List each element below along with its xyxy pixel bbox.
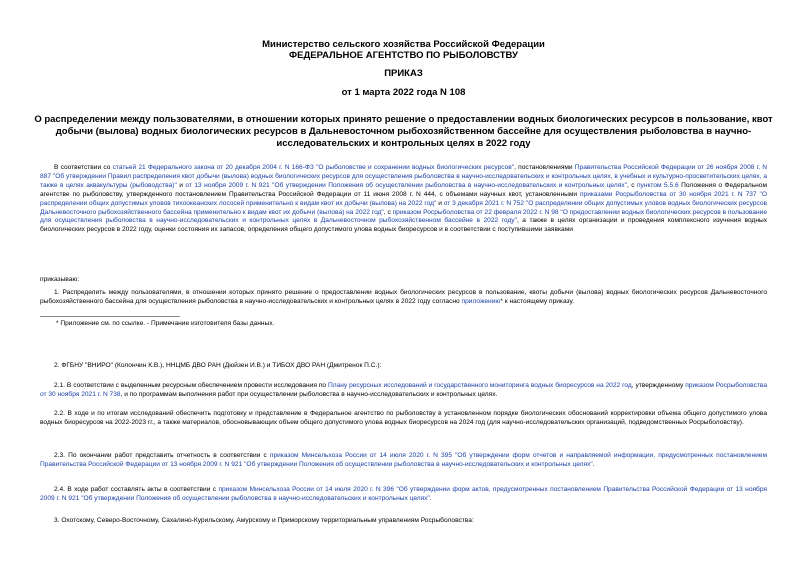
order-396-link[interactable]: приказом Минсельхоза России от 14 июля 2020 г. N 396 "Об утверждении форм актов, предусмотренных постановлением Правительства Российской Федерации от 13 ноября 2009 г. N 921 "Об утверждении Положения об осуществлении рыболовства в научно-исследовательских и контрольных целях" [40, 486, 767, 502]
text-run: В соответствии со [54, 164, 113, 171]
order-98-link[interactable]: приказом Росрыболовства от 22 февраля 2022 г. N 98 "О предоставлении водных биологических ресурсов в пользование для осуществления рыболовства в научно-исследовательских и контрольных целях в Дальневосточном рыбохозяйственном бассейне в 2022 году" [40, 208, 768, 225]
item-2-2-paragraph: 2.2. В ходе и по итогам исследований обеспечить подготовку и представление в Федеральное агентство по рыболовству в установленном порядке биологических обоснований корректировки объема общего допустимого улова водных биоресурсов на 2022-2023 гг., а также материалов, обосновывающих объем общего допустимого улова водных биоресурсов на 2024 год (для научно-исследовательских организаций, подведомственных Росрыболовству). [40, 410, 767, 426]
text-run: и [176, 181, 186, 189]
text-run: , а также в целях организации и проведения комплексного изучения водных биологических ресурсов в 2022 году, оценки состояния их запасов, определения общего допустимого улова водных биоресурсов и в соответствии с поступившими заявками [40, 217, 767, 234]
law-link[interactable]: статьей 21 Федерального закона от 20 декабря 2004 г. N 166-ФЗ "О рыболовстве и сохранении водных биологических ресурсов" [112, 164, 515, 171]
footnote: * Приложение см. по ссылке. - Примечание изготовителя базы данных. [56, 320, 275, 327]
text-run: 1. Распределить между пользователями, в отношении которых принято решение о предоставлении водных биологических ресурсов в пользование, квоты добычи (вылова) водных биологических ресурсов Дальневосточного рыбохозяйственного бассейна для осуществления рыболовства в научно-исследовательских и контрольных целях в 2022 году согласно [40, 289, 767, 305]
order-date: от 1 марта 2022 года N 108 [341, 87, 466, 98]
item-2-3-paragraph [40, 452, 767, 470]
order-738-link[interactable]: приказом Росрыболовства от 30 ноября 2021 г. N 738 [40, 382, 768, 398]
text-run: 2.1. В соответствии с выделенным ресурсным обеспечением провести исследования по [54, 382, 328, 389]
item-1-paragraph [40, 289, 767, 307]
agency-name: ФЕДЕРАЛЬНОЕ АГЕНТСТВО ПО РЫБОЛОВСТВУ [289, 50, 518, 61]
research-plan-link[interactable]: Плану ресурсных исследований и государственного мониторинга водных биоресурсов на 2022 год [327, 382, 632, 389]
text-run: 2.3. По окончании работ представить отчетность в соответствии с [54, 452, 270, 459]
item-2-4-paragraph [40, 486, 767, 504]
ministry-name: Министерство сельского хозяйства Российской Федерации [262, 39, 545, 50]
text-run: , постановлениями [514, 164, 575, 171]
text-run: и [436, 199, 444, 207]
ministry-header [0, 39, 807, 61]
appendix-link[interactable]: приложению [461, 297, 501, 305]
clause-5-5-6-link[interactable]: пунктом 5.5.6 [636, 181, 679, 189]
order-subject: О распределении между пользователями, в отношении которых принято решение о предоставлении водных биологических ресурсов в пользование, квот добычи (вылова) водных биологических ресурсов в Дальневосточном рыбохозяйственном бассейне для осуществления рыболовства в научно-исследовательских и контрольных целях в 2022 году [34, 114, 773, 149]
item-3-paragraph: 3. Охотскому, Северо-Восточному, Сахалино-Курильскому, Амурскому и Приморскому территориальным управлениям Росрыболовства: [54, 517, 474, 524]
text-run: , и по программам выполнения работ при осуществлении рыболовства в научно-исследовательских и контрольных целях. [120, 390, 498, 398]
preamble-paragraph [40, 164, 767, 235]
footnote-divider [40, 316, 180, 317]
text-run: , с [626, 181, 637, 189]
text-run: Положения о Федеральном агентстве по рыболовству, утвержденного постановлением Правительства Российской Федерации от 11 июня 2008 г. N 444, с объемами научных квот, установленными [40, 181, 767, 198]
text-run: , утвержденному [631, 382, 686, 389]
text-run: * к настоящему приказу. [500, 297, 574, 305]
order-737-link[interactable]: приказами Росрыболовства от 30 ноября 2021 г. N 737 "О распределении общих допустимых уловов тихоокеанских лососей применительно к видам квот их добычи (вылова) на 2022 год" [40, 190, 767, 207]
text-run: , с [383, 208, 393, 216]
order-title: ПРИКАЗ [384, 68, 423, 79]
order-verb: приказываю: [40, 276, 80, 283]
item-2-paragraph: 2. ФГБНУ "ВНИРО" (Колончин К.В.), ННЦМБ ДВО РАН (Дюйзен И.В.) и ТИБОХ ДВО РАН (Дмитренок П.С.): [54, 362, 382, 369]
item-2-1-paragraph [40, 382, 767, 400]
order-752-link[interactable]: от 3 декабря 2021 г. N 752 "О распределении общих допустимых уловов водных биологических ресурсов Дальневосточного рыбохозяйственного бассейна применительно к видам квот их добычи (вылова) на 2022 год" [40, 199, 767, 216]
order-395-link[interactable]: приказом Минсельхоза России от 14 июля 2020 г. N 395 "Об утверждении форм отчетов и направляемой информации, предусмотренных постановлением Правительства Российской Федерации от 13 ноября 2009 г. N 921 "Об утверждении Положения об осуществлении рыболовства в научно-исследовательских и контрольных целях" [40, 452, 767, 468]
text-run: . [592, 460, 595, 468]
decree-921-link[interactable]: от 13 ноября 2009 г. N 921 "Об утверждении Положения об осуществлении рыболовства в научно-исследовательских и контрольных целях" [185, 181, 627, 189]
decree-887-link[interactable]: Правительства Российской Федерации от 26 ноября 2008 г. N 887 "Об утверждении Правил распределения квот добычи (вылова) водных биологических ресурсов для осуществления рыболовства в научно-исследовательских и контрольных целях, в учебных и культурно-просветительских целях, а также в целях аквакультуры (рыбоводства)" [40, 164, 767, 189]
text-run: . [429, 494, 432, 502]
text-run: 2.4. В ходе работ составлять акты в соответствии с [54, 486, 219, 493]
